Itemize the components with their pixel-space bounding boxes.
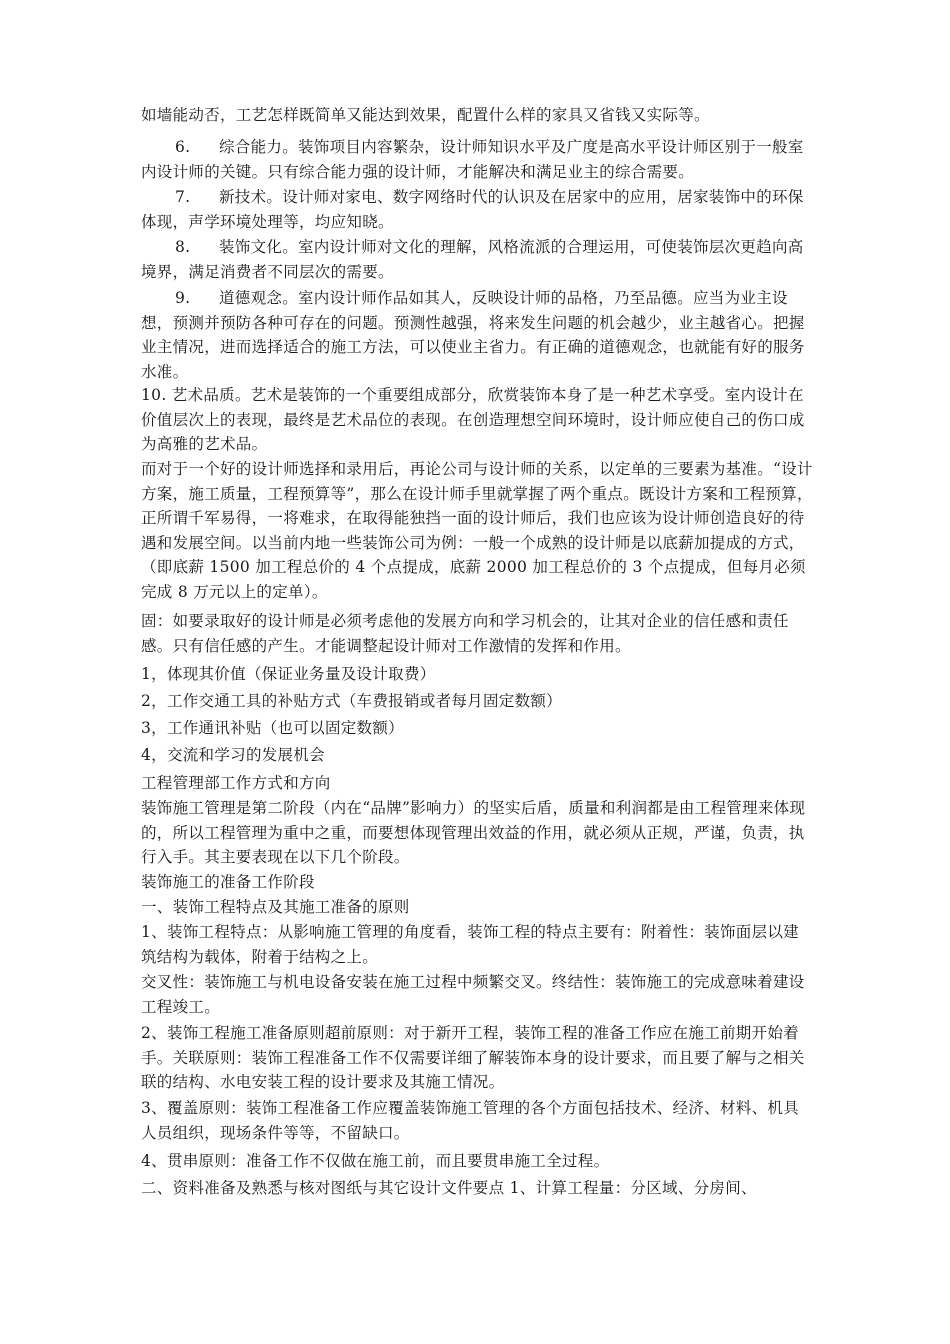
numbered-paragraph (141, 235, 813, 284)
paragraph: 如墙能动否，工艺怎样既简单又能达到效果，配置什么样的家具又省钱又实际等。 (141, 106, 710, 124)
numbered-paragraph (141, 185, 813, 234)
paragraph: 而对于一个好的设计师选择和录用后，再论公司与设计师的关系，以定单的三要素为基准。“设计方案，施工质量，工程预算等”，那么在设计师手里就掌握了两个重点。既设计方案和工程预算，正所谓千军易得，一将难求，在取得能独挡一面的设计师后，我们也应该为设计师创造良好的待遇和发展空间。以当前内地一些装饰公司为例：一般一个成熟的设计师是以底薪加提成的方式，（即底薪 1500 加工程总价的 4 个点提成，底薪 2000 加工程总价的 3 个点提成，但每月必须完成 8 万元以上的定单）。 (141, 460, 813, 601)
section-heading: 一、装饰工程特点及其施工准备的原则 (141, 898, 410, 916)
paragraph: 1、装饰工程特点：从影响施工管理的角度看，装饰工程的特点主要有：附着性：装饰面层以建筑结构为载体，附着于结构之上。 (141, 923, 799, 966)
item-number: 6. (175, 138, 191, 156)
list-item: 3，工作通讯补贴（也可以固定数额） (141, 719, 404, 737)
list-item: 1，体现其价值（保证业务量及设计取费） (141, 665, 436, 683)
numbered-paragraph (141, 135, 813, 184)
item-text: 装饰文化。室内设计师对文化的理解，风格流派的合理运用，可使装饰层次更趋向高境界，满足消费者不同层次的需要。 (141, 238, 804, 281)
item-text: 综合能力。装饰项目内容繁杂，设计师知识水平及广度是高水平设计师区别于一般室内设计师的关键。只有综合能力强的设计师，才能解决和满足业主的综合需要。 (141, 138, 804, 181)
paragraph: 固：如要录取好的设计师是必须考虑他的发展方向和学习机会的，让其对企业的信任感和责任感。只有信任感的产生。才能调整起设计师对工作激情的发挥和作用。 (141, 612, 789, 655)
item-number: 7. (175, 188, 191, 206)
paragraph: 10. 艺术品质。艺术是装饰的一个重要组成部分，欣赏装饰本身了是一种艺术享受。室内设计在价值层次上的表现，最终是艺术品位的表现。在创造理想空间环境时，设计师应使自己的伤口成为高雅的艺术品。 (141, 386, 805, 453)
paragraph: 交叉性：装饰施工与机电设备安装在施工过程中频繁交叉。终结性：装饰施工的完成意味着建设工程竣工。 (141, 973, 805, 1016)
item-number: 9. (175, 289, 191, 307)
list-item: 4，交流和学习的发展机会 (141, 746, 325, 764)
item-number: 8. (175, 238, 191, 256)
list-item: 2，工作交通工具的补贴方式（车费报销或者每月固定数额） (141, 692, 562, 710)
item-text: 新技术。设计师对家电、数字网络时代的认识及在居家中的应用，居家装饰中的环保体现，声学环境处理等，均应知晓。 (141, 188, 804, 231)
paragraph: 3、覆盖原则：装饰工程准备工作应覆盖装饰施工管理的各个方面包括技术、经济、材料、机具人员组织，现场条件等等，不留缺口。 (141, 1099, 799, 1142)
paragraph: 2、装饰工程施工准备原则超前原则：对于新开工程，装饰工程的准备工作应在施工前期开始着手。关联原则：装饰工程准备工作不仅需要详细了解装饰本身的设计要求，而且要了解与之相关联的结构、水电安装工程的设计要求及其施工情况。 (141, 1024, 805, 1091)
paragraph: 4、贯串原则：准备工作不仅做在施工前，而且要贯串施工全过程。 (141, 1152, 610, 1170)
numbered-paragraph (141, 286, 813, 384)
paragraph: 二、资料准备及熟悉与核对图纸与其它设计文件要点 1、计算工程量：分区域、分房间、 (141, 1179, 757, 1197)
item-text: 道德观念。室内设计师作品如其人，反映设计师的品格，乃至品德。应当为业主设想，预测并预防各种可存在的问题。预测性越强，将来发生问题的机会越少，业主越省心。把握业主情况，进而选择适合的施工方法，可以使业主省力。有正确的道德观念，也就能有好的服务水准。 (141, 289, 805, 381)
section-heading: 装饰施工的准备工作阶段 (141, 873, 315, 891)
section-heading: 工程管理部工作方式和方向 (141, 774, 331, 792)
paragraph: 装饰施工管理是第二阶段（内在“品牌”影响力）的坚实后盾，质量和利润都是由工程管理来体现的，所以工程管理为重中之重，而要想体现管理出效益的作用，就必须从正规，严谨，负责，执行入手。其主要表现在以下几个阶段。 (141, 799, 806, 866)
